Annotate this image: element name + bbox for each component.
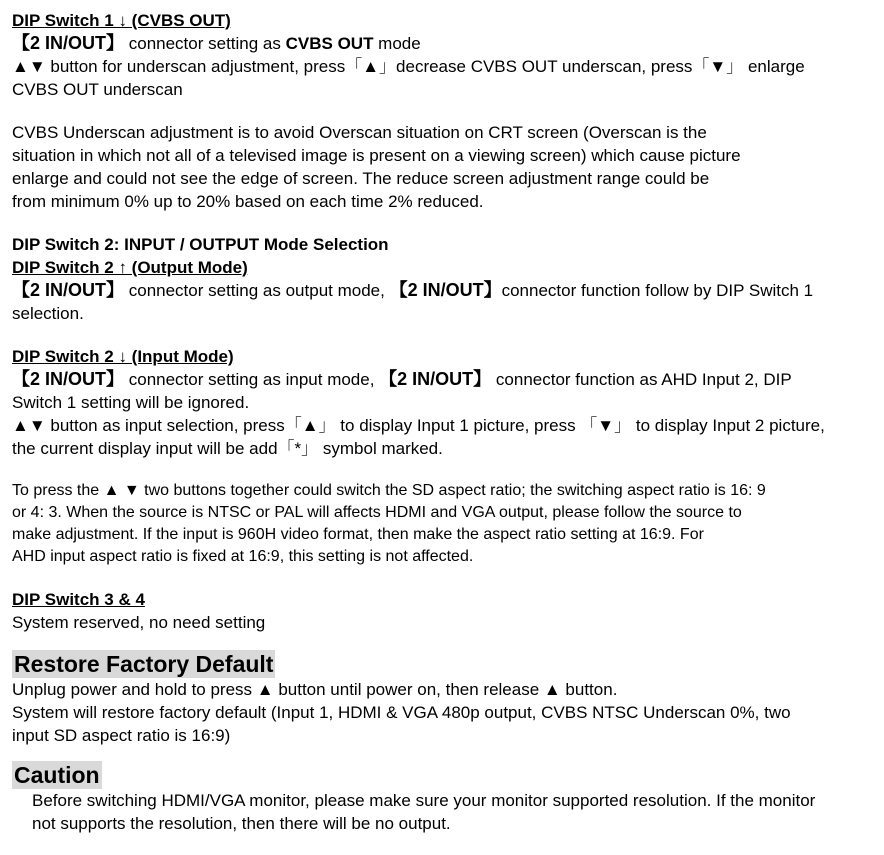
restore-line: Unplug power and hold to press ▲ button until power on, then release ▲ button. <box>12 680 618 699</box>
dip-switch-3-4-text: System reserved, no need setting <box>12 613 266 632</box>
underscan-instruction-line-2: CVBS OUT underscan <box>12 80 183 99</box>
aspect-ratio-line: AHD input aspect ratio is fixed at 16:9, this setting is not affected. <box>12 548 474 565</box>
restore-line: System will restore factory default (Input 1, HDMI & VGA 480p output, CVBS NTSC Underscan 0%, two <box>12 703 791 722</box>
text-span: mode <box>373 34 421 53</box>
output-mode-line-2: selection. <box>12 304 84 323</box>
cvbs-out-label: CVBS OUT <box>285 34 374 53</box>
restore-line: input SD aspect ratio is 16:9) <box>12 726 231 745</box>
connector-label: 【2 IN/OUT】 <box>389 280 502 300</box>
underscan-paragraph-line: CVBS Underscan adjustment is to avoid Overscan situation on CRT screen (Overscan is the <box>12 123 707 142</box>
restore-factory-default-heading: Restore Factory Default <box>14 651 274 677</box>
connector-label: 【2 IN/OUT】 <box>12 33 125 53</box>
underscan-paragraph-line: situation in which not all of a televised image is present on a viewing screen) which cause picture <box>12 146 741 165</box>
text-span: connector setting as input mode, <box>124 370 380 389</box>
connector-label: 【2 IN/OUT】 <box>379 369 492 389</box>
input-mode-line <box>12 368 874 391</box>
aspect-ratio-line: To press the ▲ ▼ two buttons together could switch the SD aspect ratio; the switching aspect ratio is 16: 9 <box>12 482 766 499</box>
underscan-paragraph-line: from minimum 0% up to 20% based on each time 2% reduced. <box>12 192 484 211</box>
connector-label: 【2 IN/OUT】 <box>12 280 125 300</box>
connector-label: 【2 IN/OUT】 <box>12 369 125 389</box>
input-mode-heading: DIP Switch 2 ↓ (Input Mode) <box>12 347 234 366</box>
output-mode-heading: DIP Switch 2 ↑ (Output Mode) <box>12 258 248 277</box>
text-span: connector setting as output mode, <box>124 281 390 300</box>
text-span: connector setting as <box>124 34 286 53</box>
dip-switch-1-mode-line <box>12 32 874 55</box>
text-span: connector function as AHD Input 2, DIP <box>491 370 792 389</box>
dip-switch-3-4-heading: DIP Switch 3 & 4 <box>12 590 145 609</box>
aspect-ratio-line: make adjustment. If the input is 960H video format, then make the aspect ratio setting at 16:9. For <box>12 526 704 543</box>
input-selection-line-2: the current display input will be add「*」 symbol marked. <box>12 439 443 458</box>
output-mode-line <box>12 279 874 302</box>
dip-switch-2-heading: DIP Switch 2: INPUT / OUTPUT Mode Selection <box>12 235 389 254</box>
aspect-ratio-line: or 4: 3. When the source is NTSC or PAL will affects HDMI and VGA output, please follow the source to <box>12 504 742 521</box>
input-selection-line: ▲▼ button as input selection, press「▲」 to display Input 1 picture, press 「▼」 to display Input 2 picture, <box>12 416 825 435</box>
dip-switch-1-heading: DIP Switch 1 ↓ (CVBS OUT) <box>12 11 231 30</box>
underscan-instruction-line: ▲▼ button for underscan adjustment, press「▲」decrease CVBS OUT underscan, press「▼」 enlarge <box>12 57 805 76</box>
text-span: connector function follow by DIP Switch 1 <box>501 281 814 300</box>
caution-heading: Caution <box>14 762 100 788</box>
underscan-paragraph-line: enlarge and could not see the edge of screen. The reduce screen adjustment range could be <box>12 169 710 188</box>
input-mode-line-2: Switch 1 setting will be ignored. <box>12 393 250 412</box>
caution-line: Before switching HDMI/VGA monitor, please make sure your monitor supported resolution. If the monitor <box>32 791 816 810</box>
caution-line: not supports the resolution, then there will be no output. <box>32 814 451 833</box>
